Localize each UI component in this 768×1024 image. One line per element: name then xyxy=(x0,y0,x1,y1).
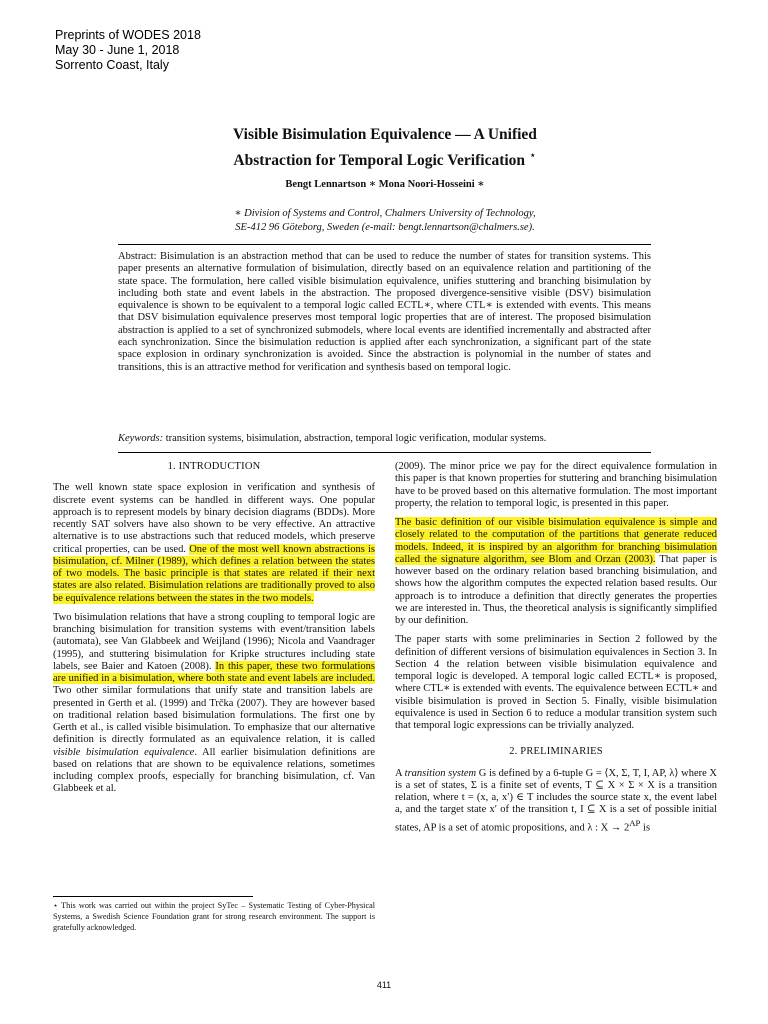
intro-paragraph-5: The paper starts with some preliminaries in Section 2 followed by the definition of different versions of bisimulation equivalences in Section 3. In Section 4 the relation between visible bisimulation equivalence and temporal logic is developed. A temporal logic called ECTL∗ is proposed, where CTL∗ is extended with events. The equivalence between ECTL∗ and visible bisimulation is proved in Section 5. Finally, visible bisimulation equivalence is used in Section 6 to reduce a modular transition system such that temporal logic expressions can be trivially analyzed. xyxy=(395,634,717,731)
page-number: 411 xyxy=(376,980,392,990)
affiliation-line-1: ∗ Division of Systems and Control, Chalmers University of Technology, xyxy=(234,208,536,219)
title-line-1: Visible Bisimulation Equivalence — A Unified xyxy=(233,126,537,143)
intro-p4-highlight: The basic definition of our visible bisimulation equivalence is simple and closely related to the computation of the partitions that generate reduced models. Indeed, it is inspired by an algorithm for branching bisimulation called the signature algorithm, see Blom and Orzan (2003). xyxy=(395,517,717,565)
keywords-text: transition systems, bisimulation, abstraction, temporal logic verification, modular systems. xyxy=(163,433,547,444)
paper-title xyxy=(120,124,650,171)
affiliation xyxy=(120,207,650,235)
prelim-text-b: G is defined by a 6-tuple G = ⟨X, Σ, T, I, AP, λ⟩ where X is a set of states, Σ is a finite set of events, T ⊆ X × Σ × X is a transition relation, where t = (x, a, x′) ∈ T includes the source state x, the event label a, and the target state x′ of the transition t, I ⊆ X is a set of possible initial states, AP is a set of atomic propositions, and λ : X → 2 xyxy=(395,767,718,833)
intro-p2-text-b: Two other similar formulations that unify state and transition labels are presented in Gerth et al. (1999) and Trčka (2007). They are however based on traditional relation based bisimulation formulations. The first one by Gerth et al., is called visible bisimulation. To emphasize that our alternative definition is directly formulated as an equivalence relation, it is called xyxy=(53,685,375,746)
conference-location: Sorrento Coast, Italy xyxy=(55,58,169,72)
prelim-text-c: is xyxy=(640,822,651,833)
authors: Bengt Lennartson ∗ Mona Noori-Hosseini ∗ xyxy=(285,179,485,190)
section-introduction-heading: 1. INTRODUCTION xyxy=(167,461,261,472)
intro-paragraph-4 xyxy=(395,517,717,627)
footnote-rule xyxy=(53,896,253,897)
intro-p4-text: That paper is however based on the ordinary relation based branching bisimulation, and shows how the algorithm computes the expected relation based results. Our approach is to introduce a definition that directly generates the properties we are interested in. Thus, the theoretical analysis is significantly simplified by our definition. xyxy=(395,553,717,626)
section-preliminaries-heading: 2. PRELIMINARIES xyxy=(509,746,603,758)
prelim-emphasis: transition system xyxy=(404,767,477,779)
intro-p1-text: The well known state space explosion in verification and synthesis of discrete event systems can be handled in different ways. One popular approach is to represent models by binary decision diagrams (BDDs). More recently SAT solvers have also shown to be very effective. An attractive alternative is to use abstractions such that reduced models, which preserve critical properties, can be used. xyxy=(53,482,375,555)
right-column xyxy=(395,461,717,841)
conference-header xyxy=(55,28,201,73)
intro-p2-highlight: In this paper, these two formulations are unified in a bisimulation, where both state and event labels are included. xyxy=(53,660,375,684)
affiliation-line-2: SE-412 96 Göteborg, Sweden (e-mail: bengt.lennartson@chalmers.se). xyxy=(235,222,535,233)
intro-paragraph-2 xyxy=(53,612,375,796)
prelim-superscript: AP xyxy=(629,817,641,828)
abstract-top-rule xyxy=(118,244,651,245)
intro-paragraph-3: (2009). The minor price we pay for the direct equivalence formulation in this paper is that known properties for stuttering and branching bisimulation have to be proved based on this alternative formulation. The most important property, the relation to temporal logic, is presented in this paper. xyxy=(395,461,717,509)
preliminaries-paragraph-1 xyxy=(395,768,717,835)
intro-p2-text-c: . All earlier bisimulation definitions are based on relations that are shown to be equivalence relations, sometimes including complex proofs, especially for branching bisimulation, cf. Van Glabbeek et al. xyxy=(53,746,375,795)
intro-p2-text-a: Two bisimulation relations that have a strong coupling to temporal logic are branching bisimulation for transition systems with event/transition labels (automata), see Van Glabbeek and Weijland (1996); Nicola and Vaandrager (1995), and stuttering bisimulation for Kripke structures including state labels, see Baier and Katoen (2008). xyxy=(53,611,375,672)
intro-paragraph-1 xyxy=(53,482,375,605)
conference-dates: May 30 - June 1, 2018 xyxy=(55,43,180,57)
intro-p1-highlight: One of the most well known abstractions is bisimulation, cf. Milner (1989), which defines a relation between the states of two models. The basic principle is that states are related if their next states are also related. Bisimulation relations are traditionally proved to also be equivalence relations between the states in the two models. xyxy=(53,543,375,604)
abstract: Abstract: Bisimulation is an abstraction method that can be used to reduce the number of states for transition systems. This paper presents an alternative formulation of bisimulation, directly based on an equivalence relation and partitioning of the state space. The formulation, here called visible bisimulation equivalence, unifies stuttering and branching bisimulation by including both state and event labels in the abstraction. The proposed divergence-sensitive visible (DSV) bisimulation equivalence is shown to be equivalent to a temporal logic called ECTL∗, where CTL∗ is extended with events. This means that DSV bisimulation equivalence preserves most temporal logic properties that are of interest. The proposed bisimulation abstraction is applied to a set of synchronized submodels, where local events are identified incrementally and abstracted after each synchronization. Since the bisimulation reduction is applied after each synchronization, a significant part of the state space explosion in ordinary synchronization is avoided. Since the abstraction is polynomial in the number of states and transitions, this is an attractive method for verification and synthesis based on temporal logic. xyxy=(118,251,651,373)
keywords xyxy=(118,432,651,445)
left-column xyxy=(53,461,375,803)
intro-p2-emphasis: visible bisimulation equivalence xyxy=(53,746,195,758)
conference-name: Preprints of WODES 2018 xyxy=(55,28,201,42)
prelim-text-a: A xyxy=(395,767,405,779)
abstract-bottom-rule xyxy=(118,452,651,453)
title-footnote-star: ⋆ xyxy=(529,148,537,162)
keywords-label: Keywords: xyxy=(118,433,164,444)
title-line-2-text: Abstraction for Temporal Logic Verification xyxy=(233,152,526,170)
title-line-2 xyxy=(120,145,650,171)
footnote: ⋆ This work was carried out within the project SyTec – Systematic Testing of Cyber-Physical Systems, a Swedish Science Foundation grant for strong research environment. The support is gratefully acknowledged. xyxy=(53,901,375,932)
